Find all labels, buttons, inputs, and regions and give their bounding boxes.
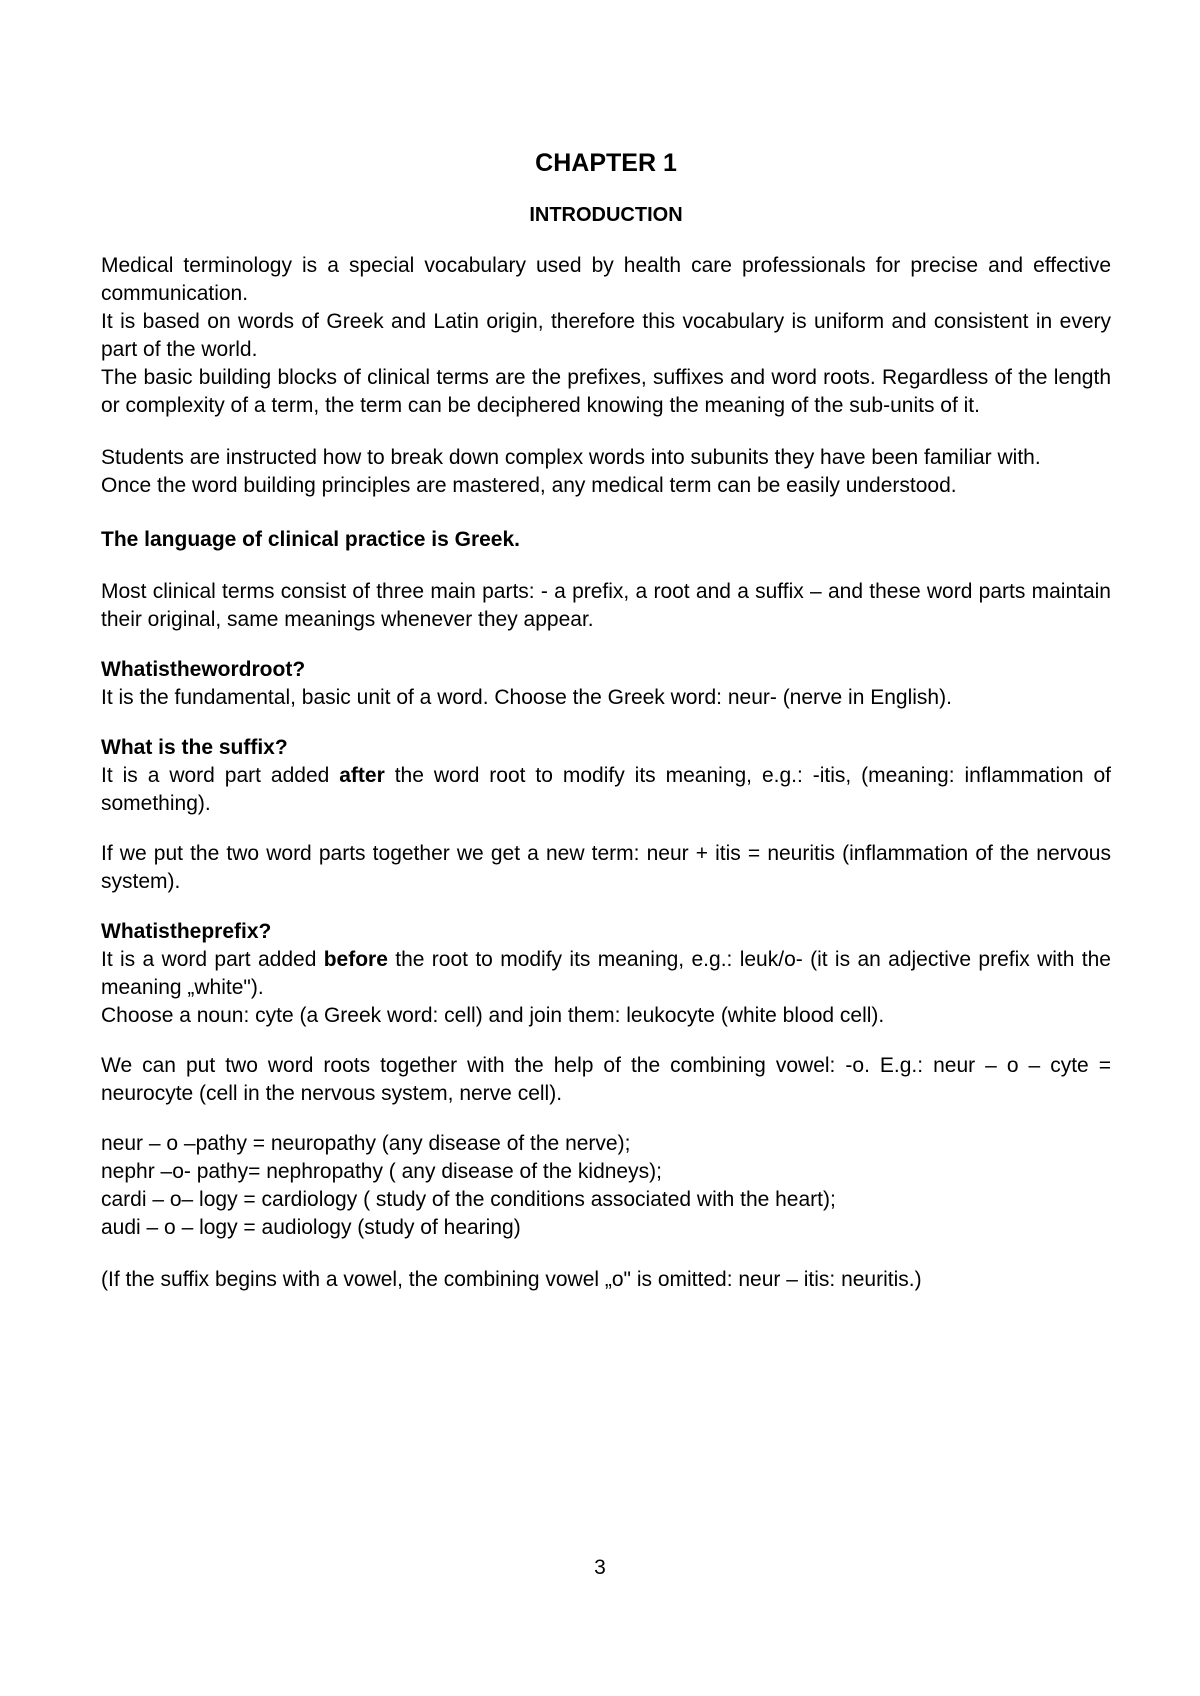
vowel-note: (If the suffix begins with a vowel, the combining vowel „o" is omitted: neur – itis: neuritis.) [101, 1268, 922, 1291]
language-heading: The language of clinical practice is Greek. [101, 528, 520, 551]
example-line: neur – o –pathy = neuropathy (any disease of the nerve); [101, 1132, 631, 1155]
combine-paragraph: If we put the two word parts together we get a new term: neur + itis = neuritis (inflammation of the nervous system). [101, 842, 1111, 893]
example-line: nephr –o- pathy= nephropathy ( any disease of the kidneys); [101, 1160, 662, 1183]
prefix-section [101, 918, 1111, 1030]
intro-paragraph: It is based on words of Greek and Latin origin, therefore this vocabulary is uniform and consistent in every part of the world. [101, 310, 1111, 361]
students-line: Students are instructed how to break down complex words into subunits they have been familiar with. [101, 446, 1041, 469]
suffix-text [101, 762, 1111, 818]
students-block [101, 444, 1111, 500]
prefix-heading: Whatistheprefix? [101, 920, 272, 943]
suffix-emphasis: after [339, 764, 385, 787]
suffix-section [101, 734, 1111, 818]
example-line: audi – o – logy = audiology (study of hearing) [101, 1216, 521, 1239]
example-line: cardi – o– logy = cardiology ( study of the conditions associated with the heart); [101, 1188, 836, 1211]
prefix-text-end: the root to modify its meaning, e.g.: leuk/o- (it is an adjective prefix with the meaning „white"). [101, 948, 1111, 999]
prefix-text [101, 946, 1111, 1002]
section-title: INTRODUCTION [529, 204, 683, 226]
page-number: 3 [594, 1556, 606, 1579]
suffix-heading: What is the suffix? [101, 736, 288, 759]
intro-block [101, 252, 1111, 420]
root-heading: Whatisthewordroot? [101, 658, 306, 681]
parts-paragraph: Most clinical terms consist of three main parts: - a prefix, a root and a suffix – and these word parts maintain their original, same meanings whenever they appear. [101, 580, 1111, 631]
intro-paragraph: The basic building blocks of clinical terms are the prefixes, suffixes and word roots. Regardless of the length or complexity of a term, the term can be deciphered knowing the meaning of the sub-units of it. [101, 366, 1111, 417]
chapter-title: CHAPTER 1 [535, 149, 677, 177]
examples-list [101, 1130, 1111, 1242]
prefix-emphasis: before [323, 948, 388, 971]
students-line: Once the word building principles are mastered, any medical term can be easily understood. [101, 474, 957, 497]
suffix-text-end: the word root to modify its meaning, e.g.: -itis, (meaning: inflammation of something). [101, 764, 1111, 815]
root-section [101, 656, 1111, 712]
combining-paragraph: We can put two word roots together with the help of the combining vowel: -o. E.g.: neur – o – cyte = neurocyte (cell in the nervous system, nerve cell). [101, 1054, 1111, 1105]
prefix-noun: Choose a noun: cyte (a Greek word: cell) and join them: leukocyte (white blood cell). [101, 1004, 885, 1027]
suffix-text-start: It is a word part added [101, 764, 340, 787]
prefix-text-start: It is a word part added [101, 948, 324, 971]
intro-paragraph: Medical terminology is a special vocabulary used by health care professionals for precise and effective communication. [101, 254, 1111, 305]
root-text: It is the fundamental, basic unit of a word. Choose the Greek word: neur- (nerve in English). [101, 686, 952, 709]
page-content [101, 148, 1111, 1294]
